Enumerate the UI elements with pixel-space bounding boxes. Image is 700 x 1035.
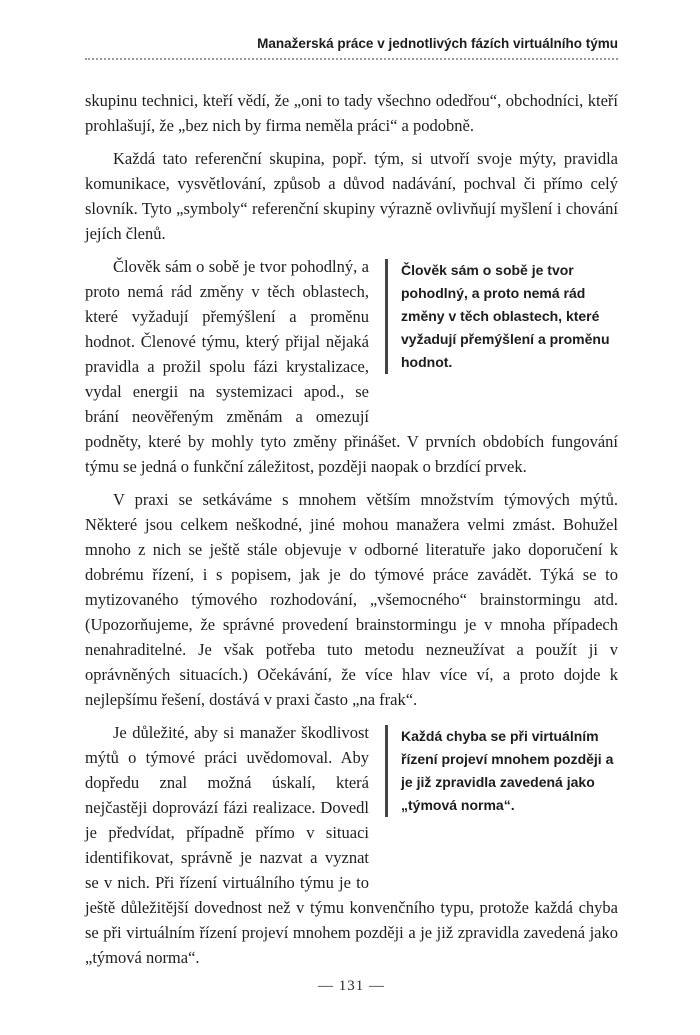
page-footer — [85, 978, 618, 1035]
paragraph-3: Člověk sám o sobě je tvor pohodlný, a proto nemá rád změny v těch oblastech, které vyžadují přemýšlení a proměnu hodnot. Členové týmu, který přijal nějaká pravidla a prožil spolu fázi krystalizace, vydal energii na systemizaci apod., se brání neověřeným změnám a omezují podněty, které by mohly tyto změny přinášet. V prvních obdobích fungování týmu se jedná o funkční záležitost, později naopak o brzdící prvek. — [85, 257, 618, 476]
callout-box-1 — [385, 259, 618, 374]
paragraph-1: skupinu technici, kteří vědí, že „oni to tady všechno odedřou“, obchodníci, kteří prohlašují, že „bez nich by firma neměla práci“ a podobně. — [85, 91, 618, 135]
paragraph-4: V praxi se setkáváme s mnohem větším množstvím týmových mýtů. Některé jsou celkem neškodné, jiné mohou manažera velmi zmást. Bohužel mnoho z nich se ještě stále objevuje v odborné literatuře jako doporučení k dobrému řízení, i s popisem, jak je do týmové práce zavádět. Týká se to mytizovaného týmového rozhodování, „všemocného“ brainstormingu atd. (Upozorňujeme, že správné provedení brainstormingu je v mnoha případech nenahraditelné. Je však potřeba tuto metodu nezneužívat a použít ji v oprávněných situacích.) Očekávání, že více hlav více ví, a proto dojde k nejlepšímu řešení, dostává v praxi často „na frak“. — [85, 490, 618, 709]
page-content — [85, 88, 618, 978]
paragraph-5-block — [85, 720, 618, 970]
callout-1-text: Člověk sám o sobě je tvor pohodlný, a proto nemá rád změny v těch oblastech, které vyžadují přemýšlení a proměnu hodnot. — [401, 262, 610, 370]
callout-2-text: Každá chyba se při virtuálním řízení projeví mnohem později a je již zpravidla zavedená jako „týmová norma“. — [401, 728, 614, 813]
running-head — [85, 36, 618, 60]
callout-box-2 — [385, 725, 618, 817]
page-number: — 131 — — [318, 978, 385, 994]
paragraph-5: Je důležité, aby si manažer škodlivost mýtů o týmové práci uvědomoval. Aby dopředu znal možná úskalí, která nejčastěji doprovází fázi realizace. Dovedl je předvídat, případně přímo v situaci identifikovat, správně je nazvat a vyznat se v nich. Při řízení virtuálního týmu je to ještě důležitější dovednost než v týmu konvenčního typu, protože každá chyba se při virtuálním řízení projeví mnohem později a je již zpravidla zavedená jako „týmová norma“. — [85, 723, 618, 967]
paragraph-2: Každá tato referenční skupina, popř. tým, si utvoří svoje mýty, pravidla komunikace, vysvětlování, způsob a důvod nadávání, pochval či přímo celý slovník. Tyto „symboly“ referenční skupiny výrazně ovlivňují myšlení i chování jejích členů. — [85, 149, 618, 243]
running-head-title: Manažerská práce v jednotlivých fázích virtuálního týmu — [257, 36, 618, 51]
paragraph-3-block — [85, 254, 618, 479]
